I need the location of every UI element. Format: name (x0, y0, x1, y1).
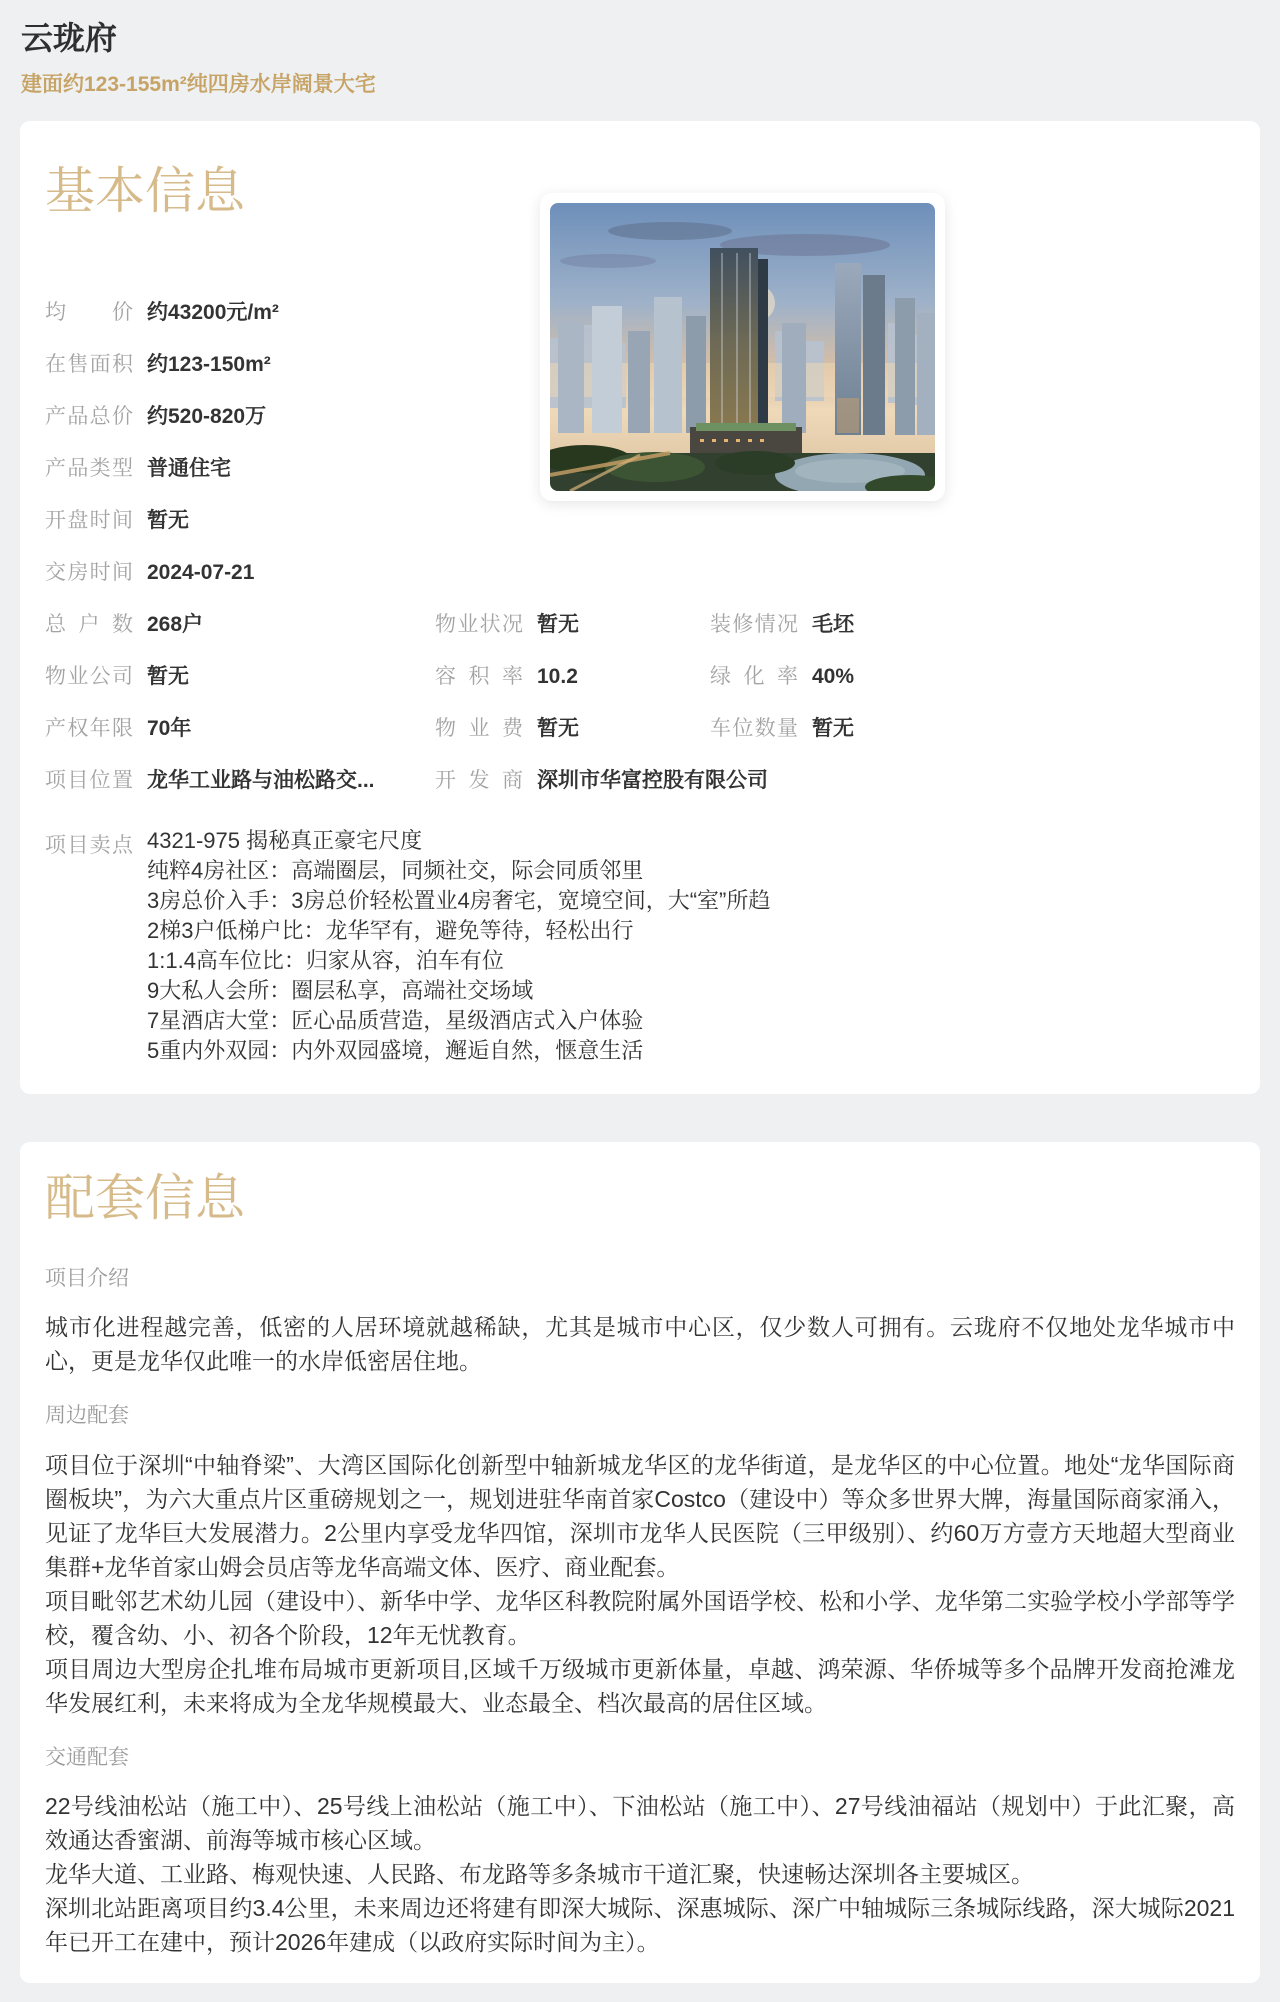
field-project-location (45, 764, 435, 794)
field-value: 70年 (147, 717, 192, 741)
field-label: 开发商 (435, 769, 523, 793)
field-value: 暂无 (537, 717, 579, 741)
selling-point: 1:1.4高车位比：归家从容，泊车有位 (147, 948, 504, 974)
field-label: 产品总价 (45, 405, 133, 429)
field-label: 项目位置 (45, 769, 133, 793)
project-intro-heading: 项目介绍 (45, 1267, 129, 1291)
field-row (45, 701, 1235, 753)
selling-points-label: 项目卖点 (45, 834, 133, 858)
field-label: 容积率 (435, 665, 523, 689)
field-average-price (45, 296, 435, 326)
field-label: 装修情况 (710, 613, 798, 637)
property-hero-image (540, 193, 945, 501)
project-intro-block (45, 1265, 1235, 1378)
project-intro-text: 城市化进程越完善，低密的人居环境就越稀缺，尤其是城市中心区，仅少数人可拥有。云珑府不仅地处龙华城市中心，更是龙华仅此唯一的水岸低密居住地。 (45, 1314, 1235, 1375)
field-area-on-sale (45, 348, 435, 378)
field-value: 约520-820万 (147, 405, 267, 429)
field-label: 绿化率 (710, 665, 798, 689)
field-label: 物业费 (435, 717, 523, 741)
field-row (45, 545, 1235, 597)
field-row (45, 597, 1235, 649)
transport-text: 龙华大道、工业路、梅观快速、人民路、布龙路等多条城市干道汇聚，快速畅达深圳各主要城区。 (45, 1861, 1034, 1888)
transport-text: 深圳北站距离项目约3.4公里，未来周边还将建有即深大城际、深惠城际、深广中轴城际三条城际线路，深大城际2021年已开工在建中，预计2026年建成（以政府实际时间为主）。 (45, 1895, 1235, 1956)
field-label: 产权年限 (45, 717, 133, 741)
field-plot-ratio (435, 660, 710, 690)
field-label: 物业公司 (45, 665, 133, 689)
basic-info-card (20, 121, 1260, 1094)
surroundings-text: 项目周边大型房企扎堆布局城市更新项目,区域千万级城市更新体量，卓越、鸿荣源、华侨城等多个品牌开发商抢滩龙华发展红利，未来将成为全龙华规模最大、业态最全、档次最高的居住区域。 (45, 1655, 1235, 1716)
field-property-company (45, 660, 435, 690)
selling-point: 纯粹4房社区：高端圈层，同频社交，际会同质邻里 (147, 858, 644, 884)
selling-point: 4321-975 揭秘真正豪宅尺度 (147, 828, 423, 854)
field-total-price (45, 400, 435, 430)
transport-heading: 交通配套 (45, 1745, 129, 1769)
surroundings-block (45, 1402, 1235, 1719)
page-header (0, 0, 1280, 97)
selling-point: 9大私人会所：圈层私享，高端社交场域 (147, 978, 534, 1004)
field-label: 在售面积 (45, 353, 133, 377)
surroundings-text: 项目位于深圳“中轴脊梁”、大湾区国际化创新型中轴新城龙华区的龙华街道，是龙华区的中心位置。地处“龙华国际商圈板块”，为六大重点片区重磅规划之一，规划进驻华南首家Costco（建设中）等众多世界大牌，海量国际商家涌入，见证了龙华巨大发展潜力。2公里内享受龙华四馆，深圳市龙华人民医院（三甲级别）、约60万方壹方天地超大型商业集群+龙华首家山姆会员店等龙华高端文体、医疗、商业配套。 (45, 1451, 1235, 1580)
field-value: 40% (812, 665, 855, 689)
field-value: 10.2 (537, 665, 578, 689)
field-value: 约123-150m² (147, 353, 271, 377)
field-value: 约43200元/m² (147, 301, 279, 325)
selling-points (45, 826, 1235, 1066)
field-property-fee (435, 712, 710, 742)
field-label: 产品类型 (45, 457, 133, 481)
field-value: 暂无 (812, 717, 854, 741)
selling-points-lines (147, 826, 770, 1066)
field-value: 暂无 (147, 509, 189, 533)
field-delivery-date (45, 556, 435, 586)
field-value: 2024-07-21 (147, 561, 255, 585)
field-value: 268户 (147, 613, 204, 637)
project-title: 云珑府 (21, 20, 118, 56)
amenities-card (20, 1142, 1260, 1983)
selling-point: 7星酒店大堂：匠心品质营造，星级酒店式入户体验 (147, 1008, 644, 1034)
transport-text: 22号线油松站（施工中）、25号线上油松站（施工中）、下油松站（施工中）、27号线油福站（规划中）于此汇聚，高效通达香蜜湖、前海等城市核心区域。 (45, 1793, 1235, 1854)
selling-point: 3房总价入手：3房总价轻松置业4房奢宅，宽境空间，大“室”所趋 (147, 888, 771, 914)
field-label: 总户数 (45, 613, 133, 637)
field-ownership-years (45, 712, 435, 742)
selling-point: 5重内外双园：内外双园盛境，邂逅自然，惬意生活 (147, 1038, 644, 1064)
city-render-illustration (550, 203, 935, 491)
field-value: 毛坯 (812, 613, 854, 637)
field-value: 深圳市华富控股有限公司 (537, 769, 768, 793)
field-product-type (45, 452, 435, 482)
field-greening-rate (710, 660, 1235, 690)
project-subtitle: 建面约123-155m²纯四房水岸阔景大宅 (21, 73, 376, 96)
surroundings-text: 项目毗邻艺术幼儿园（建设中）、新华中学、龙华区科教院附属外国语学校、松和小学、龙华第二实验学校小学部等学校，覆含幼、小、初各个阶段，12年无忧教育。 (45, 1587, 1235, 1648)
field-value: 暂无 (537, 613, 579, 637)
surroundings-heading: 周边配套 (45, 1404, 129, 1428)
field-label: 交房时间 (45, 561, 133, 585)
field-row (45, 753, 1235, 805)
field-decoration (710, 608, 1235, 638)
field-label: 开盘时间 (45, 509, 133, 533)
field-value: 暂无 (147, 665, 189, 689)
field-developer (435, 764, 768, 794)
selling-point: 2梯3户低梯户比：龙华罕有，避免等待，轻松出行 (147, 918, 634, 944)
amenities-title: 配套信息 (45, 1170, 245, 1227)
field-value: 龙华工业路与油松路交... (147, 769, 375, 793)
field-label: 均价 (45, 301, 133, 325)
field-opening-date (45, 504, 435, 534)
field-label: 车位数量 (710, 717, 798, 741)
field-total-units (45, 608, 435, 638)
field-row (45, 649, 1235, 701)
field-parking-count (710, 712, 1235, 742)
field-property-status (435, 608, 710, 638)
field-value: 普通住宅 (147, 457, 231, 481)
basic-info-title: 基本信息 (45, 163, 245, 220)
field-label: 物业状况 (435, 613, 523, 637)
transport-block (45, 1744, 1235, 1959)
